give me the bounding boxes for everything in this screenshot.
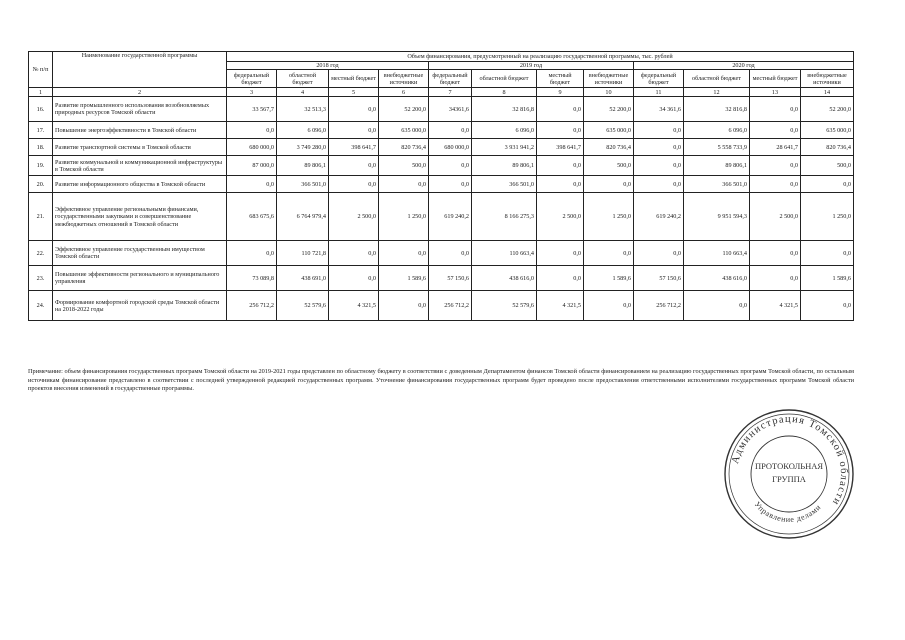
header-source-column: федеральный бюджет xyxy=(429,70,472,88)
amount-cell: 366 501,0 xyxy=(277,176,329,193)
amount-cell: 1 589,6 xyxy=(379,266,429,291)
row-number: 21. xyxy=(29,193,53,241)
amount-cell: 4 321,5 xyxy=(329,291,379,321)
column-number: 13 xyxy=(750,88,801,97)
amount-cell: 500,0 xyxy=(379,156,429,176)
amount-cell: 0,0 xyxy=(329,241,379,266)
amount-cell: 0,0 xyxy=(750,156,801,176)
amount-cell: 0,0 xyxy=(634,139,684,156)
header-source-column: внебюджетные источники xyxy=(801,70,854,88)
amount-cell: 0,0 xyxy=(750,97,801,122)
column-number: 6 xyxy=(379,88,429,97)
amount-cell: 619 240,2 xyxy=(634,193,684,241)
program-name: Формирование комфортной городской среды Томской области на 2018-2022 годы xyxy=(53,291,227,321)
amount-cell: 0,0 xyxy=(227,176,277,193)
amount-cell: 398 641,7 xyxy=(537,139,584,156)
amount-cell: 820 736,4 xyxy=(379,139,429,156)
table-row xyxy=(29,193,854,241)
program-name: Повышение эффективности регионального и муниципального управления xyxy=(53,266,227,291)
amount-cell: 89 806,1 xyxy=(684,156,750,176)
header-source-column: внебюджетные источники xyxy=(379,70,429,88)
amount-cell: 0,0 xyxy=(329,97,379,122)
program-name: Развитие промышленного использования возобновляемых природных ресурсов Томской области xyxy=(53,97,227,122)
amount-cell: 4 321,5 xyxy=(750,291,801,321)
amount-cell: 4 321,5 xyxy=(537,291,584,321)
amount-cell: 2 500,0 xyxy=(329,193,379,241)
amount-cell: 0,0 xyxy=(329,176,379,193)
amount-cell: 0,0 xyxy=(801,291,854,321)
row-number: 24. xyxy=(29,291,53,321)
amount-cell: 438 616,0 xyxy=(684,266,750,291)
amount-cell: 0,0 xyxy=(329,266,379,291)
header-source-column: областной бюджет xyxy=(277,70,329,88)
column-number: 5 xyxy=(329,88,379,97)
amount-cell: 500,0 xyxy=(584,156,634,176)
header-source-column: федеральный бюджет xyxy=(227,70,277,88)
table-row xyxy=(29,97,854,122)
amount-cell: 3 931 941,2 xyxy=(472,139,537,156)
header-source-column: местный бюджет xyxy=(537,70,584,88)
amount-cell: 0,0 xyxy=(329,156,379,176)
amount-cell: 0,0 xyxy=(750,266,801,291)
amount-cell: 438 691,0 xyxy=(277,266,329,291)
amount-cell: 256 712,2 xyxy=(429,291,472,321)
amount-cell: 6 096,0 xyxy=(472,122,537,139)
header-volume: Объем финансирования, предусмотренный на реализацию государственной программы, тыс. рублей xyxy=(227,52,854,62)
amount-cell: 6 096,0 xyxy=(277,122,329,139)
column-number: 11 xyxy=(634,88,684,97)
amount-cell: 2 500,0 xyxy=(750,193,801,241)
amount-cell: 73 089,8 xyxy=(227,266,277,291)
amount-cell: 619 240,2 xyxy=(429,193,472,241)
budget-table xyxy=(28,51,854,321)
amount-cell: 635 000,0 xyxy=(584,122,634,139)
amount-cell: 9 951 594,3 xyxy=(684,193,750,241)
row-number: 16. xyxy=(29,97,53,122)
header-year: 2019 год xyxy=(429,62,634,70)
row-number: 18. xyxy=(29,139,53,156)
amount-cell: 0,0 xyxy=(429,176,472,193)
amount-cell: 0,0 xyxy=(227,122,277,139)
amount-cell: 256 712,2 xyxy=(227,291,277,321)
amount-cell: 1 589,6 xyxy=(584,266,634,291)
amount-cell: 110 663,4 xyxy=(472,241,537,266)
amount-cell: 110 721,8 xyxy=(277,241,329,266)
table-row xyxy=(29,139,854,156)
amount-cell: 0,0 xyxy=(750,176,801,193)
row-number: 22. xyxy=(29,241,53,266)
amount-cell: 0,0 xyxy=(634,156,684,176)
amount-cell: 89 806,1 xyxy=(472,156,537,176)
amount-cell: 256 712,2 xyxy=(634,291,684,321)
column-number: 3 xyxy=(227,88,277,97)
amount-cell: 438 616,0 xyxy=(472,266,537,291)
row-number: 23. xyxy=(29,266,53,291)
amount-cell: 0,0 xyxy=(801,241,854,266)
amount-cell: 500,0 xyxy=(801,156,854,176)
column-number: 4 xyxy=(277,88,329,97)
amount-cell: 87 000,0 xyxy=(227,156,277,176)
amount-cell: 57 150,6 xyxy=(634,266,684,291)
row-number: 19. xyxy=(29,156,53,176)
amount-cell: 0,0 xyxy=(379,291,429,321)
amount-cell: 0,0 xyxy=(537,97,584,122)
amount-cell: 28 641,7 xyxy=(750,139,801,156)
amount-cell: 0,0 xyxy=(227,241,277,266)
amount-cell: 33 567,7 xyxy=(227,97,277,122)
row-number: 20. xyxy=(29,176,53,193)
column-number: 1 xyxy=(29,88,53,97)
amount-cell: 683 675,6 xyxy=(227,193,277,241)
amount-cell: 89 806,1 xyxy=(277,156,329,176)
amount-cell: 6 096,0 xyxy=(684,122,750,139)
column-number: 10 xyxy=(584,88,634,97)
header-year: 2018 год xyxy=(227,62,429,70)
amount-cell: 1 250,0 xyxy=(379,193,429,241)
column-number: 9 xyxy=(537,88,584,97)
program-name: Развитие транспортной системы в Томской области xyxy=(53,139,227,156)
amount-cell: 57 150,6 xyxy=(429,266,472,291)
amount-cell: 0,0 xyxy=(750,122,801,139)
amount-cell: 0,0 xyxy=(750,241,801,266)
amount-cell: 680 000,0 xyxy=(429,139,472,156)
header-source-column: областной бюджет xyxy=(684,70,750,88)
amount-cell: 6 764 979,4 xyxy=(277,193,329,241)
header-source-column: федеральный бюджет xyxy=(634,70,684,88)
amount-cell: 366 501,0 xyxy=(472,176,537,193)
amount-cell: 0,0 xyxy=(537,122,584,139)
amount-cell: 398 641,7 xyxy=(329,139,379,156)
amount-cell: 3 749 280,0 xyxy=(277,139,329,156)
amount-cell: 0,0 xyxy=(584,241,634,266)
amount-cell: 1 250,0 xyxy=(584,193,634,241)
seal-inner-line2: ГРУППА xyxy=(772,474,806,484)
amount-cell: 32 513,3 xyxy=(277,97,329,122)
amount-cell: 0,0 xyxy=(429,156,472,176)
amount-cell: 0,0 xyxy=(634,176,684,193)
program-name: Развитие информационного общества в Томской области xyxy=(53,176,227,193)
header-source-column: внебюджетные источники xyxy=(584,70,634,88)
amount-cell: 1 250,0 xyxy=(801,193,854,241)
amount-cell: 1 589,6 xyxy=(801,266,854,291)
amount-cell: 0,0 xyxy=(634,122,684,139)
amount-cell: 0,0 xyxy=(537,266,584,291)
amount-cell: 52 200,0 xyxy=(801,97,854,122)
amount-cell: 0,0 xyxy=(429,122,472,139)
amount-cell: 110 663,4 xyxy=(684,241,750,266)
table-row xyxy=(29,156,854,176)
amount-cell: 0,0 xyxy=(537,176,584,193)
amount-cell: 32 816,8 xyxy=(472,97,537,122)
amount-cell: 52 200,0 xyxy=(584,97,634,122)
amount-cell: 820 736,4 xyxy=(801,139,854,156)
column-number: 7 xyxy=(429,88,472,97)
table-row xyxy=(29,241,854,266)
amount-cell: 0,0 xyxy=(429,241,472,266)
amount-cell: 0,0 xyxy=(329,122,379,139)
footnote: Примечание: объем финансирования государственных программ Томской области на 2019-2021 годы представлен по областному бюджету в соответствии с доведенным Департаментом финансов Томской области финансированием на реализацию государственных программ Томской области, по остальным источникам финансирование представлено в соответствии с последней утвержденной редакцией государственных программ. Уточнение финансирования государственных программ будет проведено после предоставления ответственными исполнителями государственных программ Томской области проектов внесения изменений в государственные программы. xyxy=(28,368,854,393)
amount-cell: 0,0 xyxy=(684,291,750,321)
official-seal xyxy=(722,407,856,541)
table-row xyxy=(29,176,854,193)
amount-cell: 34 361,6 xyxy=(634,97,684,122)
amount-cell: 52 200,0 xyxy=(379,97,429,122)
table-row xyxy=(29,122,854,139)
header-source-column: областной бюджет xyxy=(472,70,537,88)
seal-inner-line1: ПРОТОКОЛЬНАЯ xyxy=(754,461,824,471)
amount-cell: 820 736,4 xyxy=(584,139,634,156)
amount-cell: 0,0 xyxy=(801,176,854,193)
amount-cell: 5 558 733,9 xyxy=(684,139,750,156)
column-number: 14 xyxy=(801,88,854,97)
program-name: Эффективное управление региональными финансами, государственными закупками и совершенствование межбюджетных отношений в Томской области xyxy=(53,193,227,241)
amount-cell: 2 500,0 xyxy=(537,193,584,241)
amount-cell: 52 579,6 xyxy=(277,291,329,321)
amount-cell: 8 166 275,3 xyxy=(472,193,537,241)
header-num: № п/п xyxy=(29,52,53,88)
header-source-column: местный бюджет xyxy=(329,70,379,88)
amount-cell: 0,0 xyxy=(584,176,634,193)
amount-cell: 0,0 xyxy=(537,156,584,176)
header-year: 2020 год xyxy=(634,62,854,70)
amount-cell: 0,0 xyxy=(584,291,634,321)
row-number: 17. xyxy=(29,122,53,139)
table-row xyxy=(29,291,854,321)
column-number: 8 xyxy=(472,88,537,97)
seal-outer-text: Администрация Томской области xyxy=(730,413,850,508)
column-number: 2 xyxy=(53,88,227,97)
amount-cell: 0,0 xyxy=(537,241,584,266)
amount-cell: 635 000,0 xyxy=(801,122,854,139)
amount-cell: 32 816,8 xyxy=(684,97,750,122)
program-name: Повышение энергоэффективности в Томской области xyxy=(53,122,227,139)
amount-cell: 635 000,0 xyxy=(379,122,429,139)
program-name: Развитие коммунальной и коммуникационной инфраструктуры в Томской области xyxy=(53,156,227,176)
column-number: 12 xyxy=(684,88,750,97)
amount-cell: 366 501,0 xyxy=(684,176,750,193)
amount-cell: 680 000,0 xyxy=(227,139,277,156)
amount-cell: 0,0 xyxy=(634,241,684,266)
amount-cell: 0,0 xyxy=(379,176,429,193)
amount-cell: 34361,6 xyxy=(429,97,472,122)
header-source-column: местный бюджет xyxy=(750,70,801,88)
table-row xyxy=(29,266,854,291)
program-name: Эффективное управление государственным имуществом Томской области xyxy=(53,241,227,266)
seal-bottom-text: Управление делами xyxy=(752,499,823,525)
amount-cell: 0,0 xyxy=(379,241,429,266)
header-program-name: Наименование государственной программы xyxy=(53,52,227,88)
amount-cell: 52 579,6 xyxy=(472,291,537,321)
